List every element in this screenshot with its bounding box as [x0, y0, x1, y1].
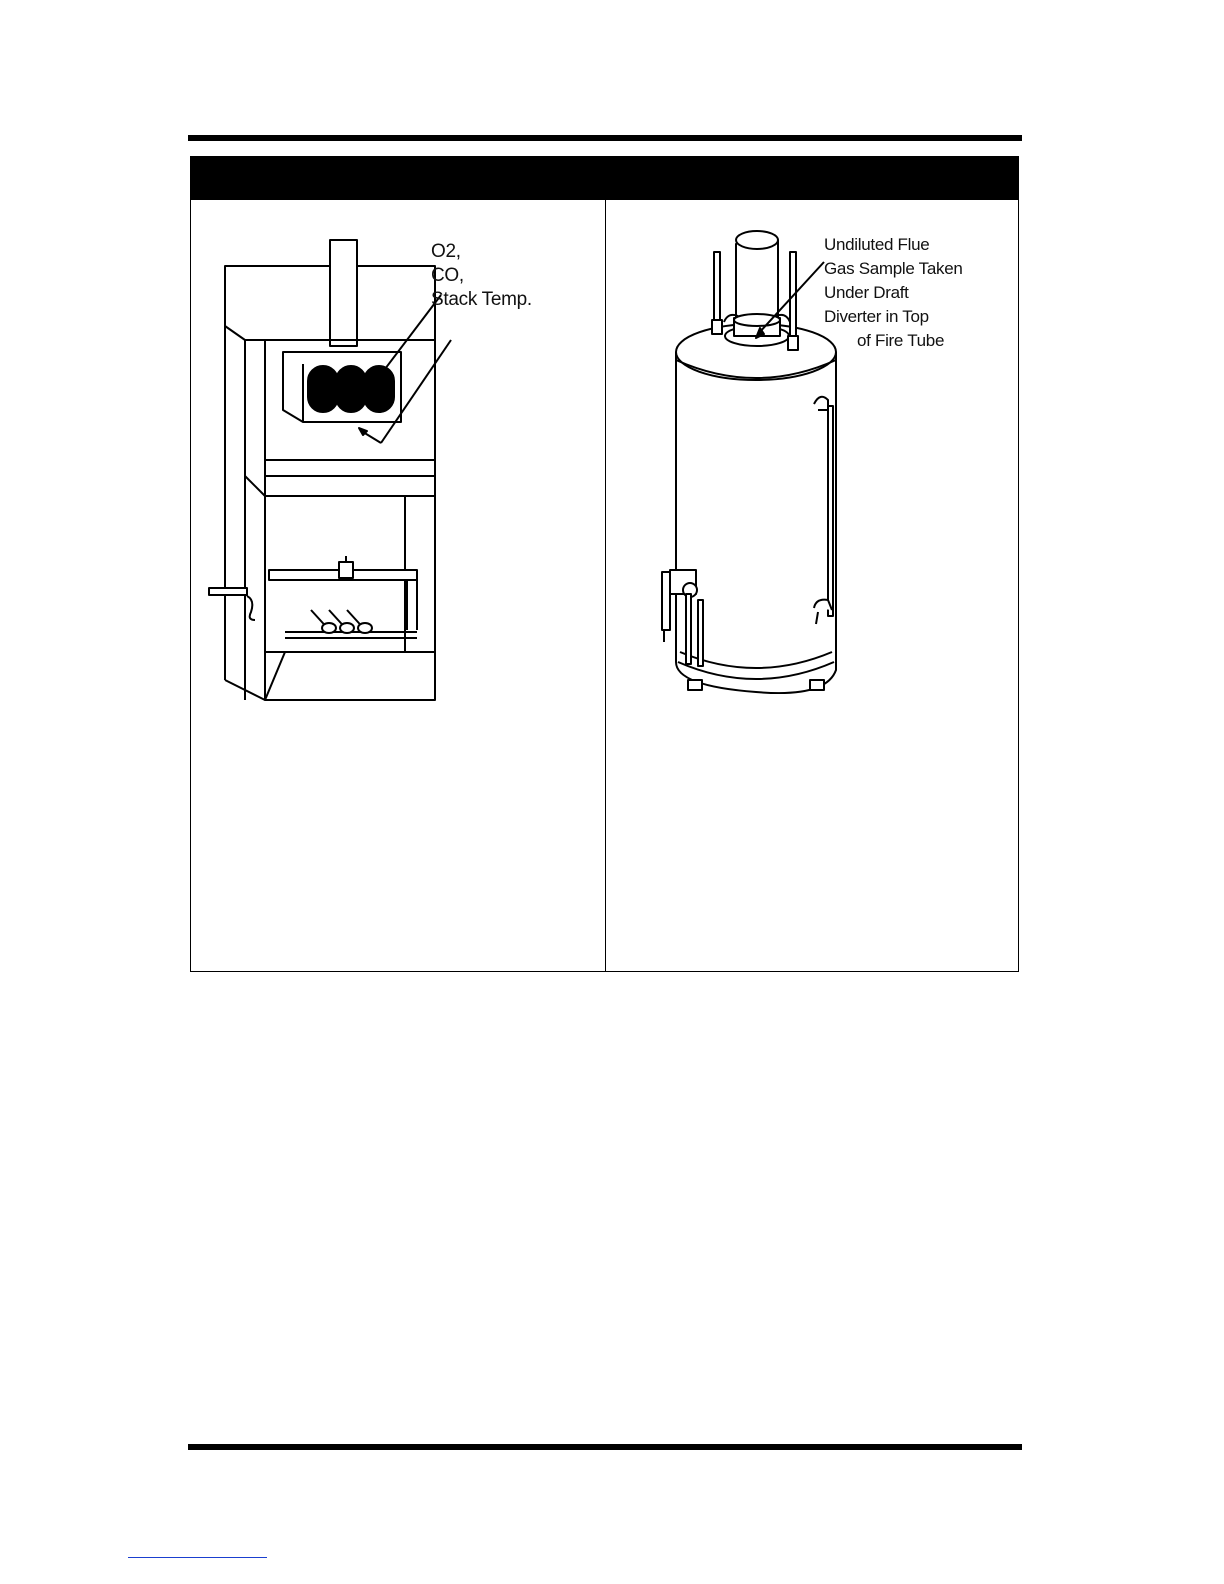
heater-callout-line-2: Gas Sample Taken	[824, 259, 963, 278]
figure-table	[190, 156, 1019, 972]
water-heater-callout	[824, 233, 963, 353]
furnace-panel	[191, 200, 605, 971]
furnace-illustration	[191, 200, 605, 972]
furnace-callout-line-stack-temp: Stack Temp.	[431, 289, 532, 310]
heater-callout-line-4: Diverter in Top	[824, 307, 929, 326]
top-rule	[188, 135, 1022, 141]
water-heater-panel	[606, 200, 1019, 971]
bottom-rule	[188, 1444, 1022, 1450]
heater-callout-line-1: Undiluted Flue	[824, 235, 930, 254]
heater-callout-line-5: of Fire Tube	[857, 331, 945, 350]
furnace-callout-line-o2: O2,	[431, 241, 461, 262]
furnace-callout-line-co: CO,	[431, 265, 464, 286]
footer-link-underline[interactable]	[128, 1557, 267, 1558]
table-header-bar	[191, 157, 1018, 200]
furnace-callout	[431, 240, 532, 312]
heater-callout-line-3: Under Draft	[824, 283, 909, 302]
